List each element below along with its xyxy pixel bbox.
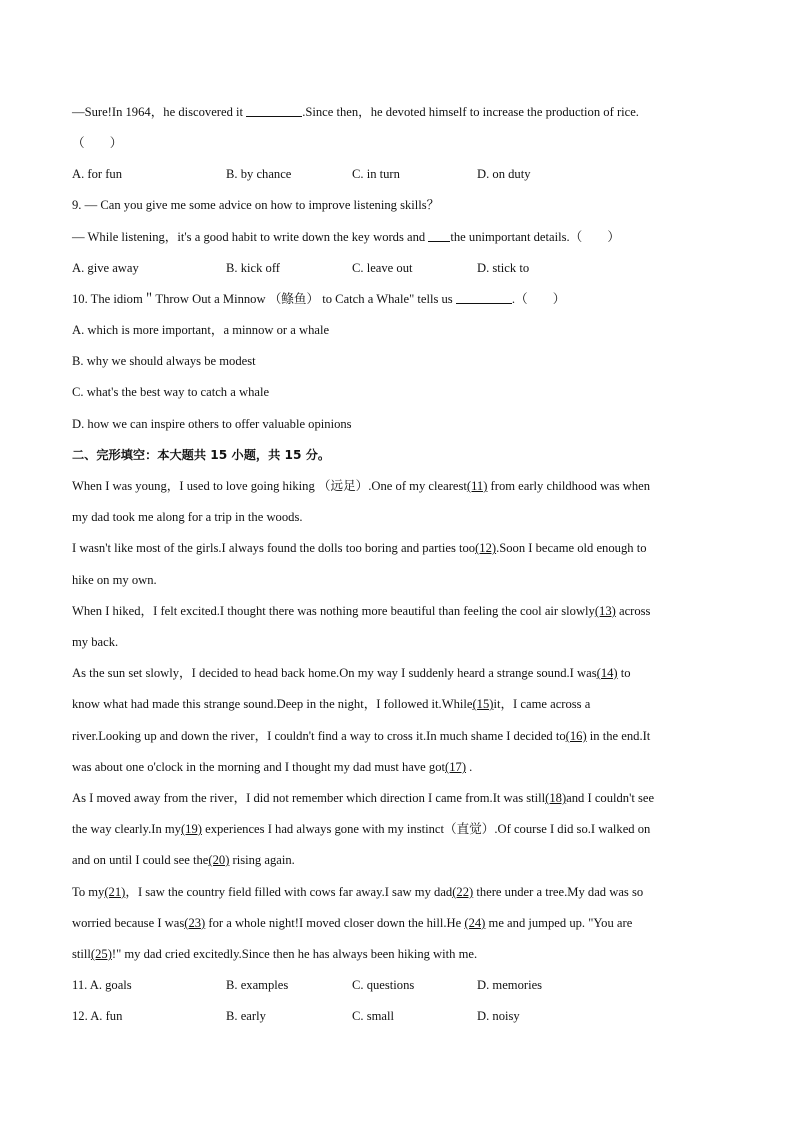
q10-option-b[interactable]: B. why we should always be modest bbox=[72, 354, 256, 368]
option-a[interactable]: 11. A. goals bbox=[72, 978, 132, 992]
q12-options bbox=[72, 1007, 722, 1025]
option-b[interactable]: B. kick off bbox=[226, 261, 280, 275]
blank-23[interactable]: (23) bbox=[184, 916, 206, 930]
blank-12[interactable]: (12) bbox=[475, 541, 497, 555]
blank-14[interactable]: (14) bbox=[596, 666, 618, 680]
option-b[interactable]: B. early bbox=[226, 1009, 266, 1023]
q9-text-b: the unimportant details.（ ） bbox=[450, 230, 620, 244]
passage-line: my dad took me along for a trip in the woods. bbox=[72, 510, 303, 524]
option-c[interactable]: C. in turn bbox=[352, 167, 400, 181]
q9-text-a: — While listening，it's a good habit to write down the key words and bbox=[72, 230, 429, 244]
passage-text: When I hiked，I felt excited.I thought there was nothing more beautiful than feeling the cool air slowly bbox=[72, 604, 595, 618]
q8-options bbox=[72, 165, 722, 183]
answer-blank[interactable] bbox=[246, 104, 302, 117]
q11-options bbox=[72, 976, 722, 994]
passage-text: To my bbox=[72, 885, 105, 899]
option-b[interactable]: B. by chance bbox=[226, 167, 292, 181]
passage-line bbox=[72, 945, 722, 963]
option-d[interactable]: D. stick to bbox=[477, 261, 530, 275]
q10-text-b: .（ ） bbox=[511, 292, 566, 306]
passage-text: to bbox=[617, 666, 631, 680]
passage-text: and on until I could see the bbox=[72, 853, 209, 867]
passage-text: experiences I had always gone with my instinct（直觉）.Of course I did so.I walked on bbox=[201, 822, 651, 836]
passage-text: it，I came across a bbox=[493, 697, 591, 711]
q8-answer-paren: （ ） bbox=[72, 136, 123, 150]
passage-line bbox=[72, 789, 722, 807]
passage-line bbox=[72, 695, 722, 713]
passage-text: for a whole night!I moved closer down the hill.He bbox=[205, 916, 465, 930]
answer-blank[interactable] bbox=[456, 291, 512, 304]
passage-line bbox=[72, 477, 722, 495]
section-heading: 二、完形填空：本大题共 15 小题，共 15 分。 bbox=[72, 448, 331, 462]
blank-17[interactable]: (17) bbox=[445, 760, 467, 774]
passage-text: As I moved away from the river，I did not remember which direction I came from.It was still bbox=[72, 791, 546, 805]
q10-option-a[interactable]: A. which is more important，a minnow or a whale bbox=[72, 323, 330, 337]
option-a[interactable]: A. give away bbox=[72, 261, 139, 275]
passage-line bbox=[72, 539, 722, 557]
passage-text: ，I saw the country field filled with cows far away.I saw my dad bbox=[125, 885, 453, 899]
option-a[interactable]: A. for fun bbox=[72, 167, 123, 181]
q10-option-c[interactable]: C. what's the best way to catch a whale bbox=[72, 385, 270, 399]
blank-24[interactable]: (24) bbox=[464, 916, 486, 930]
q8-text-a: —Sure!In 1964，he discovered it bbox=[72, 105, 247, 119]
blank-13[interactable]: (13) bbox=[594, 604, 616, 618]
passage-line bbox=[72, 664, 722, 682]
option-c[interactable]: C. questions bbox=[352, 978, 415, 992]
passage-text: When I was young，I used to love going hiking （远足）.One of my clearest bbox=[72, 479, 467, 493]
passage-text: worried because I was bbox=[72, 916, 185, 930]
passage-text: As the sun set slowly，I decided to head back home.On my way I suddenly heard a strange sound.I was bbox=[72, 666, 597, 680]
q10-question bbox=[72, 290, 722, 308]
passage-text: and I couldn't see bbox=[566, 791, 655, 805]
blank-15[interactable]: (15) bbox=[472, 697, 494, 711]
passage-line bbox=[72, 602, 722, 620]
blank-18[interactable]: (18) bbox=[545, 791, 567, 805]
passage-text: was about one o'clock in the morning and I thought my dad must have got bbox=[72, 760, 446, 774]
passage-text: !" my dad cried excitedly.Since then he has always been hiking with me. bbox=[111, 947, 478, 961]
option-b[interactable]: B. examples bbox=[226, 978, 289, 992]
answer-blank[interactable] bbox=[428, 229, 450, 242]
blank-21[interactable]: (21) bbox=[104, 885, 126, 899]
q8-line-1 bbox=[72, 103, 722, 121]
passage-line: hike on my own. bbox=[72, 573, 157, 587]
q9-question: 9. — Can you give me some advice on how to improve listening skills？ bbox=[72, 198, 440, 212]
option-d[interactable]: D. noisy bbox=[477, 1009, 520, 1023]
option-c[interactable]: C. small bbox=[352, 1009, 394, 1023]
passage-line bbox=[72, 851, 722, 869]
blank-19[interactable]: (19) bbox=[180, 822, 202, 836]
option-d[interactable]: D. on duty bbox=[477, 167, 531, 181]
passage-text: the way clearly.In my bbox=[72, 822, 181, 836]
passage-text: from early childhood was when bbox=[487, 479, 651, 493]
passage-text: me and jumped up. "You are bbox=[485, 916, 633, 930]
blank-22[interactable]: (22) bbox=[452, 885, 474, 899]
option-a[interactable]: 12. A. fun bbox=[72, 1009, 123, 1023]
blank-25[interactable]: (25) bbox=[90, 947, 112, 961]
q9-options bbox=[72, 259, 722, 277]
passage-text: know what had made this strange sound.Deep in the night，I followed it.While bbox=[72, 697, 473, 711]
q9-line-2 bbox=[72, 228, 722, 246]
passage-line bbox=[72, 914, 722, 932]
passage-line bbox=[72, 820, 722, 838]
passage-text: in the end.It bbox=[586, 729, 651, 743]
passage-text: .Soon I became old enough to bbox=[496, 541, 647, 555]
passage-text: still bbox=[72, 947, 91, 961]
blank-11[interactable]: (11) bbox=[466, 479, 488, 493]
passage-text: . bbox=[466, 760, 473, 774]
passage-line bbox=[72, 883, 722, 901]
option-d[interactable]: D. memories bbox=[477, 978, 543, 992]
q10-text-a: 10. The idiom＂Throw Out a Minnow （鲦鱼） to Catch a Whale" tells us bbox=[72, 292, 456, 306]
passage-text: river.Looking up and down the river，I couldn't find a way to cross it.In much shame I decided to bbox=[72, 729, 566, 743]
passage-text: rising again. bbox=[229, 853, 295, 867]
blank-16[interactable]: (16) bbox=[565, 729, 587, 743]
passage-text: there under a tree.My dad was so bbox=[473, 885, 644, 899]
blank-20[interactable]: (20) bbox=[208, 853, 230, 867]
passage-text: I wasn't like most of the girls.I always found the dolls too boring and parties too bbox=[72, 541, 476, 555]
passage-line: my back. bbox=[72, 635, 119, 649]
passage-line bbox=[72, 758, 722, 776]
q10-option-d[interactable]: D. how we can inspire others to offer valuable opinions bbox=[72, 417, 352, 431]
option-c[interactable]: C. leave out bbox=[352, 261, 413, 275]
passage-text: across bbox=[615, 604, 651, 618]
passage-line bbox=[72, 727, 722, 745]
q8-text-b: .Since then，he devoted himself to increase the production of rice. bbox=[302, 105, 639, 119]
